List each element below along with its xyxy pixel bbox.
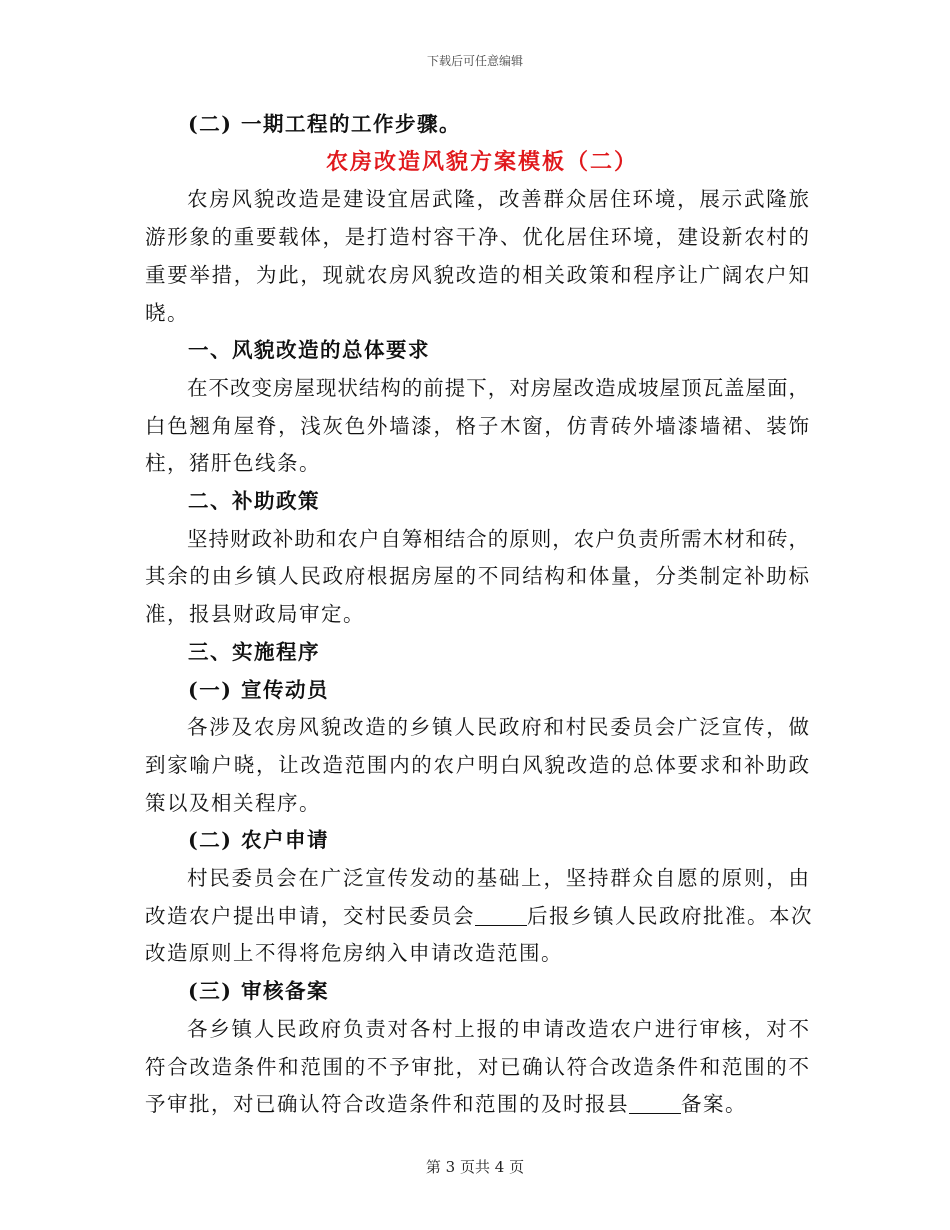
paragraph-line: 各涉及农房风貌改造的乡镇人民政府和村民委员会广泛宣传，做 [187, 715, 809, 740]
text-segment: 改造农户提出申请，交村民委员会 [145, 903, 475, 928]
paragraph-line: 坚持财政补助和农户自筹相结合的原则，农户负责所需木材和砖， [187, 526, 809, 551]
text-segment: 备案。 [681, 1092, 747, 1117]
section-heading: 二、补助政策 [188, 489, 320, 514]
paragraph-line: 各乡镇人民政府负责对各村上报的申请改造农户进行审核，对不 [187, 1016, 809, 1041]
text-segment: 后报乡镇人民政府批准。本次 [527, 903, 813, 928]
text-segment: 予审批，对已确认符合改造条件和范围的及时报县 [145, 1092, 629, 1117]
paragraph-line: 白色翘角屋脊，浅灰色外墙漆，格子木窗，仿青砖外墙漆墙裙、装饰 [145, 413, 809, 438]
paragraph-line: 到家喻户晓，让改造范围内的农户明白风貌改造的总体要求和补助政 [145, 752, 809, 777]
subsection-heading: (二) 农户申请 [188, 828, 330, 853]
paragraph-line: 策以及相关程序。 [145, 790, 321, 815]
section-heading: 一、风貌改造的总体要求 [188, 338, 430, 363]
paragraph-line: 晓。 [145, 300, 189, 325]
page-header: 下载后可任意编辑 [426, 54, 523, 68]
paragraph-line [145, 898, 813, 936]
paragraph-line: 游形象的重要载体，是打造村容干净、优化居住环境，建设新农村的 [145, 225, 809, 250]
fill-in-blank [475, 905, 527, 926]
paragraph-line: 其余的由乡镇人民政府根据房屋的不同结构和体量，分类制定补助标 [145, 564, 809, 589]
section-heading: 三、实施程序 [188, 639, 320, 664]
paragraph-line: 准，报县财政局审定。 [145, 602, 365, 627]
paragraph-line: 改造原则上不得将危房纳入申请改造范围。 [145, 941, 563, 966]
section-heading: (二) 一期工程的工作步骤。 [188, 112, 462, 136]
document-title: 农房改造风貌方案模板（二） [325, 148, 638, 175]
paragraph-line: 农房风貌改造是建设宜居武隆，改善群众居住环境，展示武隆旅 [187, 187, 809, 212]
subsection-heading: (一) 宣传动员 [188, 677, 330, 702]
subsection-heading: (三) 审核备案 [188, 979, 330, 1004]
paragraph-line: 符合改造条件和范围的不予审批，对已确认符合改造条件和范围的不 [145, 1054, 809, 1079]
paragraph-line [145, 1086, 809, 1124]
paragraph-line: 在不改变房屋现状结构的前提下，对房屋改造成坡屋顶瓦盖屋面， [187, 375, 809, 400]
paragraph-line: 柱，猪肝色线条。 [145, 451, 321, 476]
document-body [145, 106, 813, 1124]
paragraph-line: 重要举措，为此，现就农房风貌改造的相关政策和程序让广阔农户知 [145, 262, 809, 287]
page-footer: 第 3 页共 4 页 [425, 1158, 525, 1176]
paragraph-line: 村民委员会在广泛宣传发动的基础上，坚持群众自愿的原则，由 [187, 866, 809, 891]
fill-in-blank [629, 1093, 681, 1114]
